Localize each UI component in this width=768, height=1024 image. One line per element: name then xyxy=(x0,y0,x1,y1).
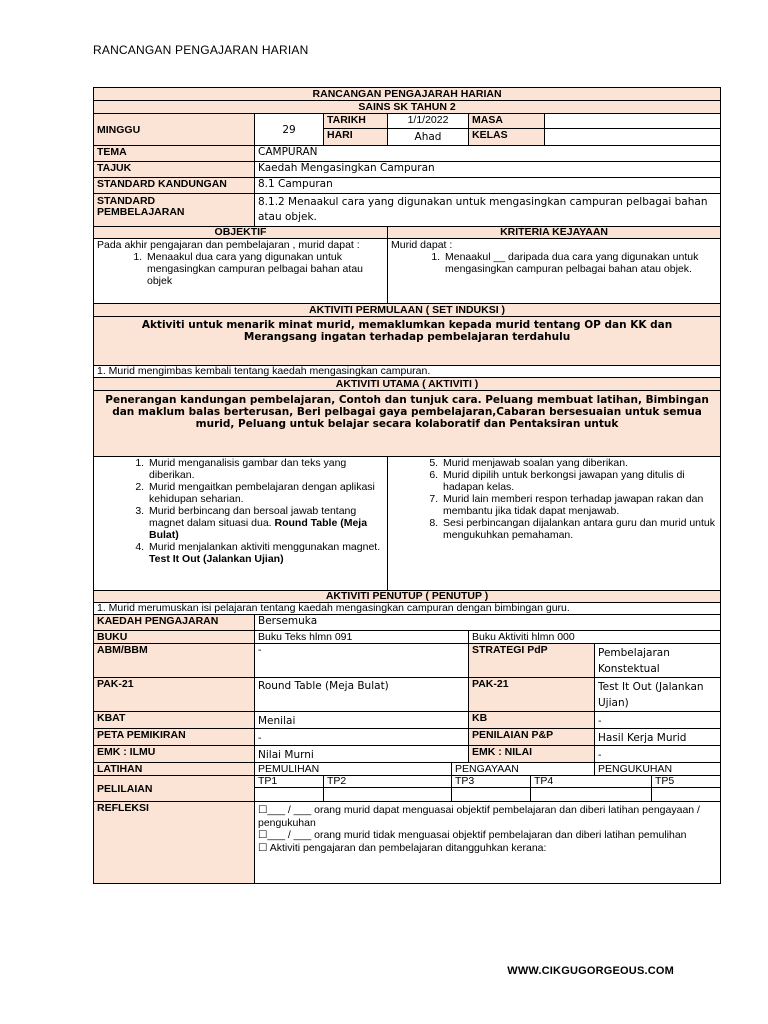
utama-right-content xyxy=(388,457,721,591)
peta-value: - xyxy=(255,729,469,746)
utama-left-item-pak21: Test It Out (Jalankan Ujian) xyxy=(149,553,284,565)
minggu-value: 29 xyxy=(255,114,324,146)
buku-value-1: Buku Teks hlmn 091 xyxy=(255,631,469,644)
footer-url: WWW.CIKGUGORGEOUS.COM xyxy=(507,965,674,977)
kbat-label: KBAT xyxy=(94,712,255,729)
objektif-label: OBJEKTIF xyxy=(94,227,388,239)
latihan-label: LATIHAN xyxy=(94,763,255,776)
tp4-cell xyxy=(531,788,652,802)
abm-label: ABM/BBM xyxy=(94,644,255,678)
penilaian-value: Hasil Kerja Murid xyxy=(595,729,721,746)
document-title: RANCANGAN PENGAJARAN HARIAN xyxy=(93,43,309,57)
tp2-cell xyxy=(324,788,452,802)
latihan-col-pengukuhan: PENGUKUHAN xyxy=(595,763,721,776)
latihan-col-pengayaan: PENGAYAAN xyxy=(452,763,595,776)
kb-label: KB xyxy=(469,712,595,729)
tp3-label: TP3 xyxy=(452,776,531,788)
latihan-col-pemulihan: PEMULIHAN xyxy=(255,763,452,776)
refleksi-line-2: ☐___ / ___ orang murid tidak menguasai objektif pembelajaran dan diberi latihan pemulihan xyxy=(258,829,687,841)
emk-nilai-label: EMK : NILAI xyxy=(469,746,595,763)
utama-right-item: 5. Murid menjawab soalan yang diberikan. xyxy=(441,457,717,469)
buku-value-2: Buku Aktiviti hlmn 000 xyxy=(469,631,721,644)
standard-kandungan-label: STANDARD KANDUNGAN xyxy=(94,178,255,194)
kaedah-value: Bersemuka xyxy=(255,615,721,631)
plan-subtitle: SAINS SK TAHUN 2 xyxy=(94,101,721,114)
refleksi-label: REFLEKSI xyxy=(94,802,255,884)
permulaan-item: 1. Murid mengimbas kembali tentang kaedah mengasingkan campuran. xyxy=(94,366,721,378)
tarikh-value: 1/1/2022 xyxy=(388,114,469,129)
pak21-label-b: PAK-21 xyxy=(469,678,595,712)
tajuk-label: TAJUK xyxy=(94,162,255,178)
refleksi-content xyxy=(255,802,721,884)
tarikh-label: TARIKH xyxy=(324,114,388,129)
kelas-label: KELAS xyxy=(469,129,545,146)
permulaan-desc: Aktiviti untuk menarik minat murid, memaklumkan kepada murid tentang OP dan KK dan Merangsang ingatan terhadap pembelajaran terdahulu xyxy=(94,317,721,366)
utama-desc: Penerangan kandungan pembelajaran, Contoh dan tunjuk cara. Peluang membuat latihan, Bimbingan dan maklum balas berterusan, Beri pelbagai gaya pembelajaran,Cabaran bersesuaian untuk semua murid, Peluang untuk belajar secara kolaboratif dan Pentaksiran untuk xyxy=(94,391,721,457)
utama-right-item: 6. Murid dipilih untuk berkongsi jawapan yang ditulis di hadapan kelas. xyxy=(441,469,717,493)
pak21-value-b: Test It Out (Jalankan Ujian) xyxy=(595,678,721,712)
peta-label: PETA PEMIKIRAN xyxy=(94,729,255,746)
minggu-label: MINGGU xyxy=(94,114,255,146)
buku-label: BUKU xyxy=(94,631,255,644)
utama-left-item-text: Murid menganalisis gambar dan teks yang diberikan. xyxy=(149,457,347,481)
tp4-label: TP4 xyxy=(531,776,652,788)
utama-left-item xyxy=(147,457,384,481)
tp2-label: TP2 xyxy=(324,776,452,788)
tema-label: TEMA xyxy=(94,146,255,162)
utama-right-item: 8. Sesi perbincangan dijalankan antara guru dan murid untuk mengukuhkan pemahaman. xyxy=(441,517,717,541)
kriteria-label: KRITERIA KEJAYAAN xyxy=(388,227,721,239)
tajuk-value: Kaedah Mengasingkan Campuran xyxy=(255,162,721,178)
pak21-label-a: PAK-21 xyxy=(94,678,255,712)
pak21-value-a: Round Table (Meja Bulat) xyxy=(255,678,469,712)
tp3-cell xyxy=(452,788,531,802)
tp5-label: TP5 xyxy=(652,776,721,788)
pelilaian-label: PELILAIAN xyxy=(94,776,255,802)
masa-value xyxy=(545,114,721,129)
emk-ilmu-value: Nilai Murni xyxy=(255,746,469,763)
objektif-intro: Pada akhir pengajaran dan pembelajaran , murid dapat : xyxy=(97,239,360,251)
strategi-value: Pembelajaran Konstektual xyxy=(595,644,721,678)
abm-value: - xyxy=(255,644,469,678)
kaedah-label: KAEDAH PENGAJARAN xyxy=(94,615,255,631)
objektif-item: 1. Menaakul dua cara yang digunakan untuk mengasingkan campuran pelbagai bahan atau objek xyxy=(145,251,384,287)
objektif-content xyxy=(94,239,388,304)
utama-left-item-text: Murid menjalankan aktiviti menggunakan magnet. xyxy=(149,541,381,553)
kb-value: - xyxy=(595,712,721,729)
tp1-label: TP1 xyxy=(255,776,324,788)
utama-left-item xyxy=(147,541,384,565)
utama-left-item xyxy=(147,481,384,505)
utama-left-item xyxy=(147,505,384,541)
kelas-value xyxy=(545,129,721,146)
utama-left-item-text: Murid berbincang dan bersoal jawab tentang magnet dalam situasi dua. xyxy=(149,505,357,529)
penilaian-label: PENILAIAN P&P xyxy=(469,729,595,746)
lesson-plan-table xyxy=(93,87,721,884)
tp5-cell xyxy=(652,788,721,802)
utama-left-content xyxy=(94,457,388,591)
penutup-item: 1. Murid merumuskan isi pelajaran tentang kaedah mengasingkan campuran dengan bimbingan guru. xyxy=(94,603,721,615)
kriteria-intro: Murid dapat : xyxy=(391,239,453,251)
kbat-value: Menilai xyxy=(255,712,469,729)
utama-right-item: 7. Murid lain memberi respon terhadap jawapan rakan dan membantu jika tidak dapat menjawab. xyxy=(441,493,717,517)
kriteria-content xyxy=(388,239,721,304)
standard-kandungan-value: 8.1 Campuran xyxy=(255,178,721,194)
kriteria-item: 1. Menaakul __ daripada dua cara yang digunakan untuk mengasingkan campuran pelbagai bahan atau objek. xyxy=(443,251,717,275)
refleksi-line-1: ☐___ / ___ orang murid dapat menguasai objektif pembelajaran dan diberi latihan pengayaan / pengukuhan xyxy=(258,804,700,829)
emk-ilmu-label: EMK : ILMU xyxy=(94,746,255,763)
standard-pembelajaran-label xyxy=(94,194,255,227)
tp1-cell xyxy=(255,788,324,802)
utama-left-item-text: Murid mengaitkan pembelajaran dengan aplikasi kehidupan seharian. xyxy=(149,481,375,505)
utama-left-item-pak21: Round Table (Meja Bulat) xyxy=(149,517,368,541)
emk-nilai-value: - xyxy=(595,746,721,763)
tema-value: CAMPURAN xyxy=(255,146,721,162)
strategi-label: STRATEGI PdP xyxy=(469,644,595,678)
refleksi-line-3: ☐ Aktiviti pengajaran dan pembelajaran ditangguhkan kerana: xyxy=(258,841,547,854)
permulaan-label: AKTIVITI PERMULAAN ( SET INDUKSI ) xyxy=(94,304,721,317)
utama-label: AKTIVITI UTAMA ( AKTIVITI ) xyxy=(94,378,721,391)
sp-label-line2: PEMBELAJARAN xyxy=(97,206,185,218)
hari-value: Ahad xyxy=(388,129,469,146)
standard-pembelajaran-value: 8.1.2 Menaakul cara yang digunakan untuk mengasingkan campuran pelbagai bahan atau objek. xyxy=(255,194,721,227)
plan-title: RANCANGAN PENGAJARAH HARIAN xyxy=(94,88,721,101)
sp-label-line1: STANDARD xyxy=(97,195,156,207)
masa-label: MASA xyxy=(469,114,545,129)
penutup-label: AKTIVITI PENUTUP ( PENUTUP ) xyxy=(94,591,721,603)
hari-label: HARI xyxy=(324,129,388,146)
